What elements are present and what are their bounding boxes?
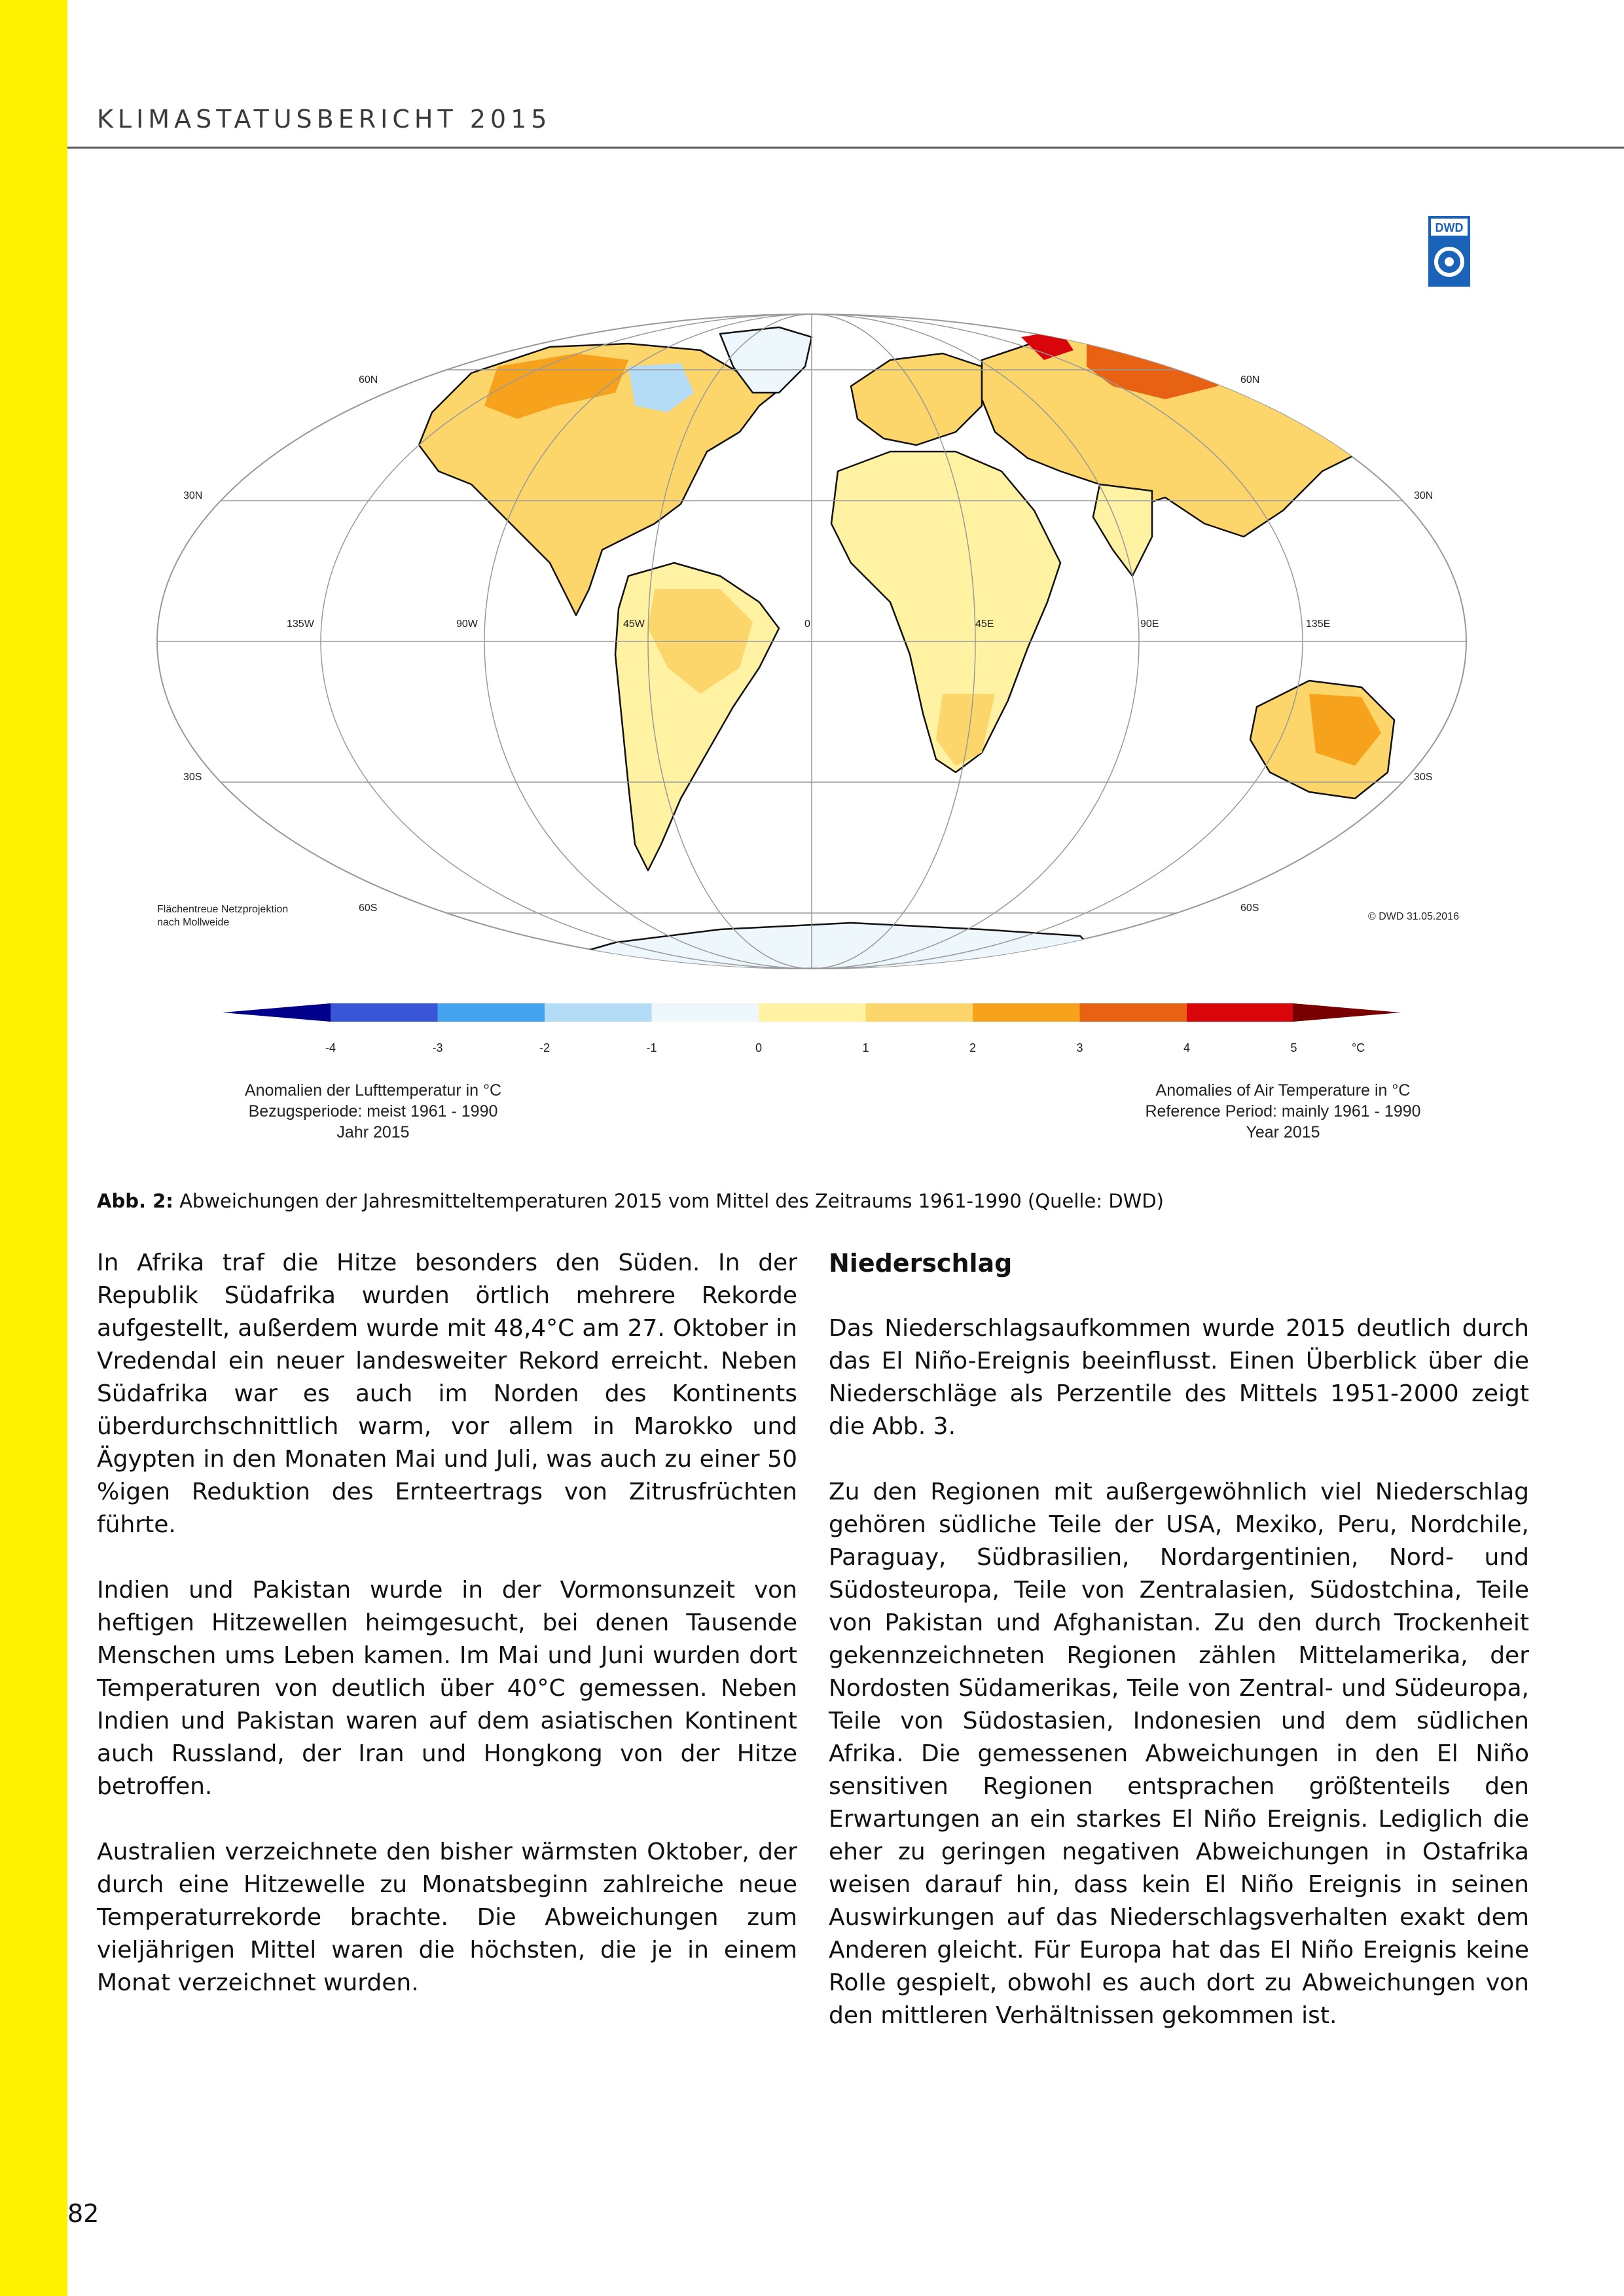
right-text-column xyxy=(829,1247,1529,2065)
label-30n-right: 30N xyxy=(1414,490,1434,501)
label-90e: 90E xyxy=(1140,619,1159,630)
legend-german xyxy=(203,1080,543,1143)
colorbar-bin xyxy=(545,1003,652,1022)
paragraph: Das Niederschlagsaufkommen wurde 2015 deutlich durch das El Niño-Ereignis beeinflusst. Einen Überblick über die Niederschläge als Perzentile des Mittels 1951-2000 zeigt die Abb. 3. xyxy=(829,1315,1529,1440)
paragraph: In Afrika traf die Hitze besonders den Süden. In der Republik Südafrika wurden örtlich mehrere Rekorde aufgestellt, außerdem wurde mit 48,4°C am 27. Oktober in Vredendal ein neuer landesweiter Rekord erreicht. Neben Südafrika war es auch im Norden des Kontinents überdurchschnittlich warm, vor allem in Marokko und Ägypten in den Monaten Mai und Juli, was auch zu einer 50 %igen Reduktion des Ernteertrags von Zitrusfrüchten führte. xyxy=(97,1249,797,1538)
colorbar-tick-label: -2 xyxy=(539,1041,550,1054)
colorbar xyxy=(223,1003,1401,1054)
colorbar-bin xyxy=(331,1003,438,1022)
caption-label: Abb. 2: xyxy=(97,1190,173,1212)
label-90w: 90W xyxy=(456,619,478,630)
legend-german-line1: Anomalien der Lufttemperatur in °C xyxy=(244,1081,502,1100)
paragraph: Indien und Pakistan wurde in der Vormonsunzeit von heftigen Hitzewellen heimgesucht, bei denen Tausende Menschen ums Leben kamen. Im Mai und Juni wurden dort Temperaturen von deutlich über 40°C gemessen. Neben Indien und Pakistan waren auf dem asiatischen Kontinent auch Russland, der Iran und Hongkong von der Hitze betroffen. xyxy=(97,1577,797,1800)
legend-german-line3: Jahr 2015 xyxy=(336,1123,410,1141)
section-heading: Niederschlag xyxy=(829,1249,1013,1278)
label-30s-right: 30S xyxy=(1414,772,1433,783)
left-text-column xyxy=(97,1247,797,2032)
colorbar-bin xyxy=(866,1003,973,1022)
header-rule xyxy=(67,147,1624,149)
colorbar-high-arrow xyxy=(1293,1003,1401,1022)
legend-english-line3: Year 2015 xyxy=(1246,1123,1320,1141)
label-60n-right: 60N xyxy=(1240,374,1260,386)
colorbar-tick-label: 4 xyxy=(1183,1041,1191,1054)
label-60s-left: 60S xyxy=(359,903,378,914)
label-0: 0 xyxy=(804,619,810,630)
label-135w: 135W xyxy=(287,619,314,630)
projection-note xyxy=(157,903,327,929)
figure-caption xyxy=(97,1190,1537,1212)
legend-english-line2: Reference Period: mainly 1961 - 1990 xyxy=(1145,1102,1421,1121)
colorbar-unit: °C xyxy=(1352,1041,1365,1054)
paragraph: Zu den Regionen mit außergewöhnlich viel Niederschlag gehören südliche Teile der USA, Mexiko, Peru, Nordchile, Paraguay, Südbrasilien, Nordargentinien, Nord- und Südosteuropa, Teile von Zentralasien, Südostchina, Teile von Pakistan und Afghanistan. Zu den durch Trockenheit gekennzeichneten Regionen zählen Mittelamerika, der Nordosten Südamerikas, Teile von Zentral- und Südeuropa, Teile von Südostasien, Indonesien und dem südlichen Afrika. Die gemessenen Abweichungen in den El Niño sensitiven Regionen entsprachen größtenteils den Erwartungen an ein starkes El Niño Ereignis. Lediglich die eher zu geringen negativen Abweichungen in Ostafrika weisen darauf hin, dass kein El Niño Ereignis in seinen Auswirkungen auf das Niederschlagsverhalten exakt dem Anderen gleicht. Für Europa hat das El Niño Ereignis keine Rolle gespielt, obwohl es auch dort zu Abweichungen von den mittleren Verhältnissen gekommen ist. xyxy=(829,1479,1529,2029)
colorbar-bin xyxy=(1080,1003,1187,1022)
label-60n-left: 60N xyxy=(359,374,378,386)
colorbar-tick-label: 0 xyxy=(755,1041,763,1054)
label-30s-left: 30S xyxy=(183,772,202,783)
colorbar-tick-label: 3 xyxy=(1076,1041,1083,1054)
colorbar-bin xyxy=(652,1003,759,1022)
colorbar-bin xyxy=(973,1003,1080,1022)
label-45w: 45W xyxy=(623,619,645,630)
colorbar-tick-label: -1 xyxy=(646,1041,657,1054)
temperature-anomaly-map-figure xyxy=(131,196,1506,1165)
yellow-margin-bar xyxy=(0,0,67,2296)
colorbar-low-arrow xyxy=(223,1003,331,1022)
colorbar-tick-label: -3 xyxy=(432,1041,443,1054)
colorbar-bin xyxy=(759,1003,866,1022)
label-60s-right: 60S xyxy=(1240,903,1259,914)
colorbar-bin xyxy=(438,1003,545,1022)
legend-german-line2: Bezugsperiode: meist 1961 - 1990 xyxy=(248,1102,498,1121)
colorbar-tick-label: 5 xyxy=(1290,1041,1297,1054)
dwd-logo-text: DWD xyxy=(1435,221,1464,234)
projection-note-line2: nach Mollweide xyxy=(157,917,230,928)
label-30n-left: 30N xyxy=(183,490,203,501)
running-header: KLIMASTATUSBERICHT 2015 xyxy=(97,105,552,134)
projection-note-line1: Flächentreue Netzprojektion xyxy=(157,904,289,915)
map-graphic xyxy=(131,196,1506,1165)
label-45e: 45E xyxy=(975,619,994,630)
legend-english xyxy=(1100,1080,1466,1143)
colorbar-tick-label: -4 xyxy=(325,1041,336,1054)
colorbar-tick-label: 1 xyxy=(862,1041,869,1054)
colorbar-tick-label: 2 xyxy=(969,1041,977,1054)
legend-english-line1: Anomalies of Air Temperature in °C xyxy=(1155,1081,1411,1100)
page-number: 82 xyxy=(67,2199,99,2228)
colorbar-bin xyxy=(1187,1003,1294,1022)
dwd-logo xyxy=(1428,216,1470,287)
paragraph: Australien verzeichnete den bisher wärmsten Oktober, der durch eine Hitzewelle zu Monatsbeginn zahlreiche neue Temperaturrekorde brachte. Die Abweichungen zum vieljährigen Mittel waren die höchsten, die je in einem Monat verzeichnet wurden. xyxy=(97,1839,797,1996)
label-135e: 135E xyxy=(1306,619,1331,630)
caption-text: Abweichungen der Jahresmitteltemperaturen 2015 vom Mittel des Zeitraums 1961-1990 (Quelle: DWD) xyxy=(173,1190,1164,1212)
copyright-note: © DWD 31.05.2016 xyxy=(1368,911,1459,922)
